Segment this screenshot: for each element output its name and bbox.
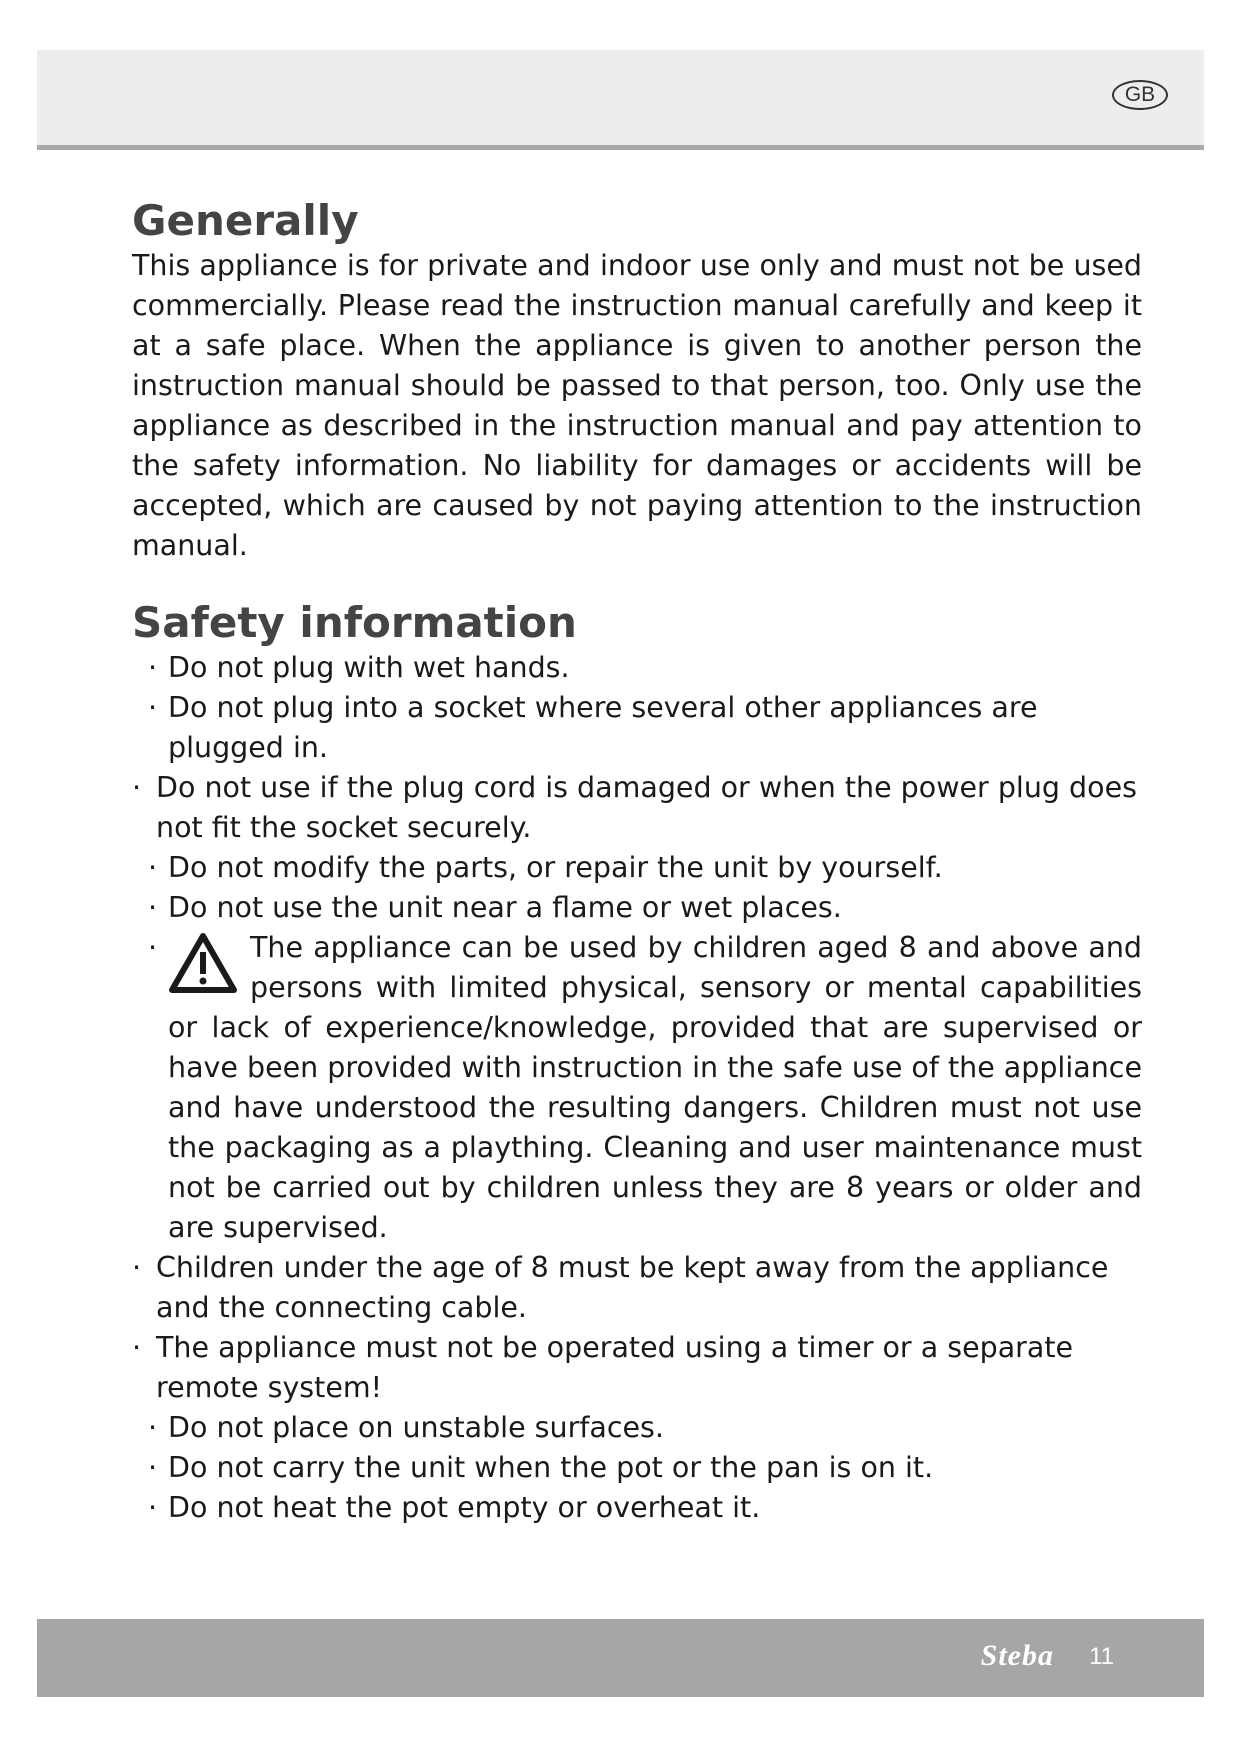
page-number: 11	[1089, 1643, 1114, 1670]
list-item-warning	[132, 928, 1142, 1248]
safety-list	[132, 648, 1142, 1528]
footer-band	[37, 1619, 1204, 1697]
list-item: · Do not modify the parts, or repair the unit by yourself.	[132, 848, 1142, 888]
header-band	[37, 50, 1204, 150]
page-content	[132, 196, 1142, 1528]
list-item: · Children under the age of 8 must be kept away from the appliance and the connecting cable.	[132, 1248, 1142, 1328]
warning-text: The appliance can be used by children aged 8 and above and persons with limited physical, sensory or mental capabilities or lack of experience/knowledge, provided that are supervised or have been provided with instruction in the safe use of the appliance and have understood the resulting dangers. Children must not use the packaging as a plaything. Cleaning and user maintenance must not be carried out by children unless they are 8 years or older and are supervised.	[168, 931, 1142, 1244]
list-item: · Do not plug with wet hands.	[132, 648, 1142, 688]
list-item: · Do not use if the plug cord is damaged or when the power plug does not fit the socket securely.	[132, 768, 1142, 848]
list-item: · The appliance must not be operated using a timer or a separate remote system!	[132, 1328, 1142, 1408]
list-item: · Do not carry the unit when the pot or the pan is on it.	[132, 1448, 1142, 1488]
section-title-generally: Generally	[132, 196, 359, 245]
list-item: · Do not plug into a socket where several other appliances are plugged in.	[132, 688, 1142, 768]
language-badge: GB	[1112, 80, 1168, 110]
brand-logo: Steba	[980, 1639, 1054, 1672]
section-title-safety: Safety information	[132, 598, 577, 647]
generally-text: This appliance is for private and indoor use only and must not be used commercially. Please read the instruction manual carefully and keep it at a safe place. When the appliance is given to another person the instruction manual should be passed to that person, too. Only use the appliance as described in the instruction manual and pay attention to the safety information. No liability for damages or accidents will be accepted, which are caused by not paying attention to the instruction manual.	[132, 249, 1142, 562]
list-item: · Do not place on unstable surfaces.	[132, 1408, 1142, 1448]
warning-triangle-icon	[168, 932, 238, 994]
list-item: · Do not use the unit near a flame or wet places.	[132, 888, 1142, 928]
list-item: · Do not heat the pot empty or overheat it.	[132, 1488, 1142, 1528]
